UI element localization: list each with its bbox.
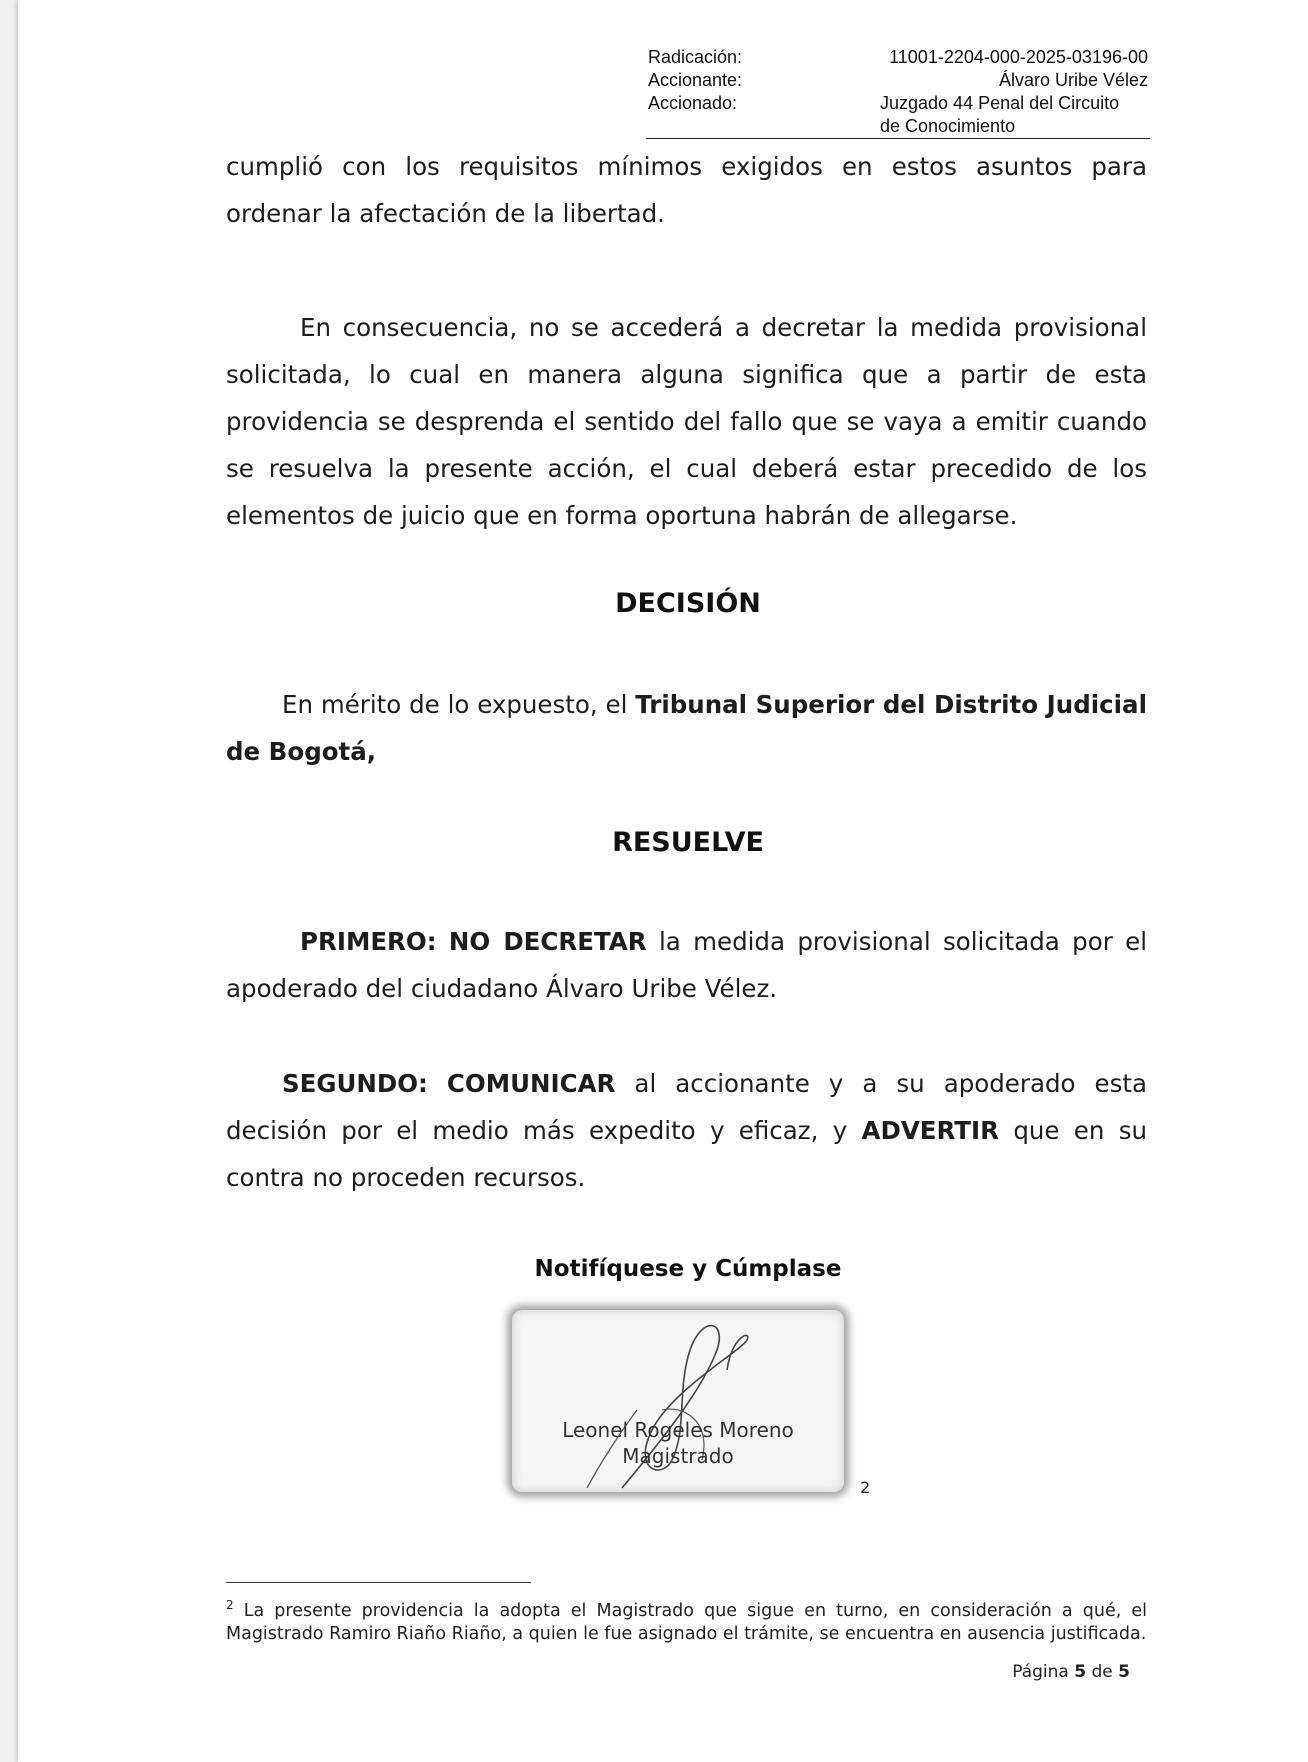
primero-action: NO DECRETAR [448, 927, 647, 956]
footnote-text: La presente providencia la adopta el Magistrado que sigue en turno, en consideración a qué, el Magistrado Ramiro Riaño Riaño, a quien le fue asignado el trámite, se encuentra en ausencia justificada. [226, 1600, 1147, 1644]
signer-name: Leonel Rogeles Moreno [562, 1418, 794, 1442]
header-divider [646, 138, 1150, 139]
segundo-action2: ADVERTIR [861, 1116, 1000, 1145]
accionado-label: Accionado: [648, 93, 738, 113]
closing-notifiquese: Notifíquese y Cúmplase [534, 1256, 842, 1282]
pager-current: 5 [1074, 1662, 1087, 1682]
paragraph-3-text: En mérito de lo expuesto, el [282, 690, 636, 719]
radicacion-value: 11001-2204-000-2025-03196-00 [889, 47, 1148, 67]
paragraph-3 [226, 681, 1147, 775]
footnote-reference: 2 [860, 1478, 871, 1497]
tribunal-name: Tribunal Superior del Distrito Judicial de Bogotá, [226, 690, 1147, 766]
footnote-number: 2 [226, 1598, 234, 1612]
signer-role: Magistrado [622, 1444, 734, 1468]
resolution-primero [226, 918, 1147, 1012]
segundo-text2: que en su contra no proceden recursos. [226, 1116, 1147, 1192]
heading-resuelve: RESUELVE [612, 827, 764, 858]
pager-total: 5 [1118, 1662, 1130, 1682]
heading-decision: DECISIÓN [615, 588, 761, 619]
accionante-label: Accionante: [648, 70, 743, 90]
accionado-value-line1: Juzgado 44 Penal del Circuito [880, 93, 1120, 113]
accionado-value-line2: de Conocimiento [880, 116, 1016, 136]
accionante-value: Álvaro Uribe Vélez [998, 70, 1148, 90]
segundo-label: SEGUNDO: [282, 1069, 428, 1098]
page-number [1012, 1662, 1130, 1682]
primero-text: la medida provisional solicitada por el apoderado del ciudadano Álvaro Uribe Vélez. [226, 927, 1148, 1003]
case-header [646, 46, 1150, 138]
segundo-text: al accionante y a su apoderado esta decisión por el medio más expedito y eficaz, y [226, 1069, 1147, 1145]
primero-label: PRIMERO: [300, 927, 437, 956]
segundo-action: COMUNICAR [446, 1069, 616, 1098]
paragraph-2: En consecuencia, no se accederá a decretar la medida provisional solicitada, lo cual en manera alguna significa que a partir de esta providencia se desprenda el sentido del fallo que se vaya a emitir cuando se resuelva la presente acción, el cual deberá estar precedido de los elementos de juicio que en forma oportuna habrán de allegarse. [226, 313, 1147, 530]
footnote [226, 1594, 1147, 1646]
pager-prefix: Página [1012, 1662, 1075, 1682]
resolution-segundo [226, 1060, 1147, 1201]
footnote-divider [226, 1582, 531, 1583]
document-page [18, 0, 1308, 1762]
radicacion-label: Radicación: [648, 47, 743, 67]
pager-middle: de [1086, 1662, 1119, 1682]
signature-block [512, 1310, 844, 1492]
paragraph-1: cumplió con los requisitos mínimos exigidos en estos asuntos para ordenar la afectación de la libertad. [226, 152, 1147, 228]
